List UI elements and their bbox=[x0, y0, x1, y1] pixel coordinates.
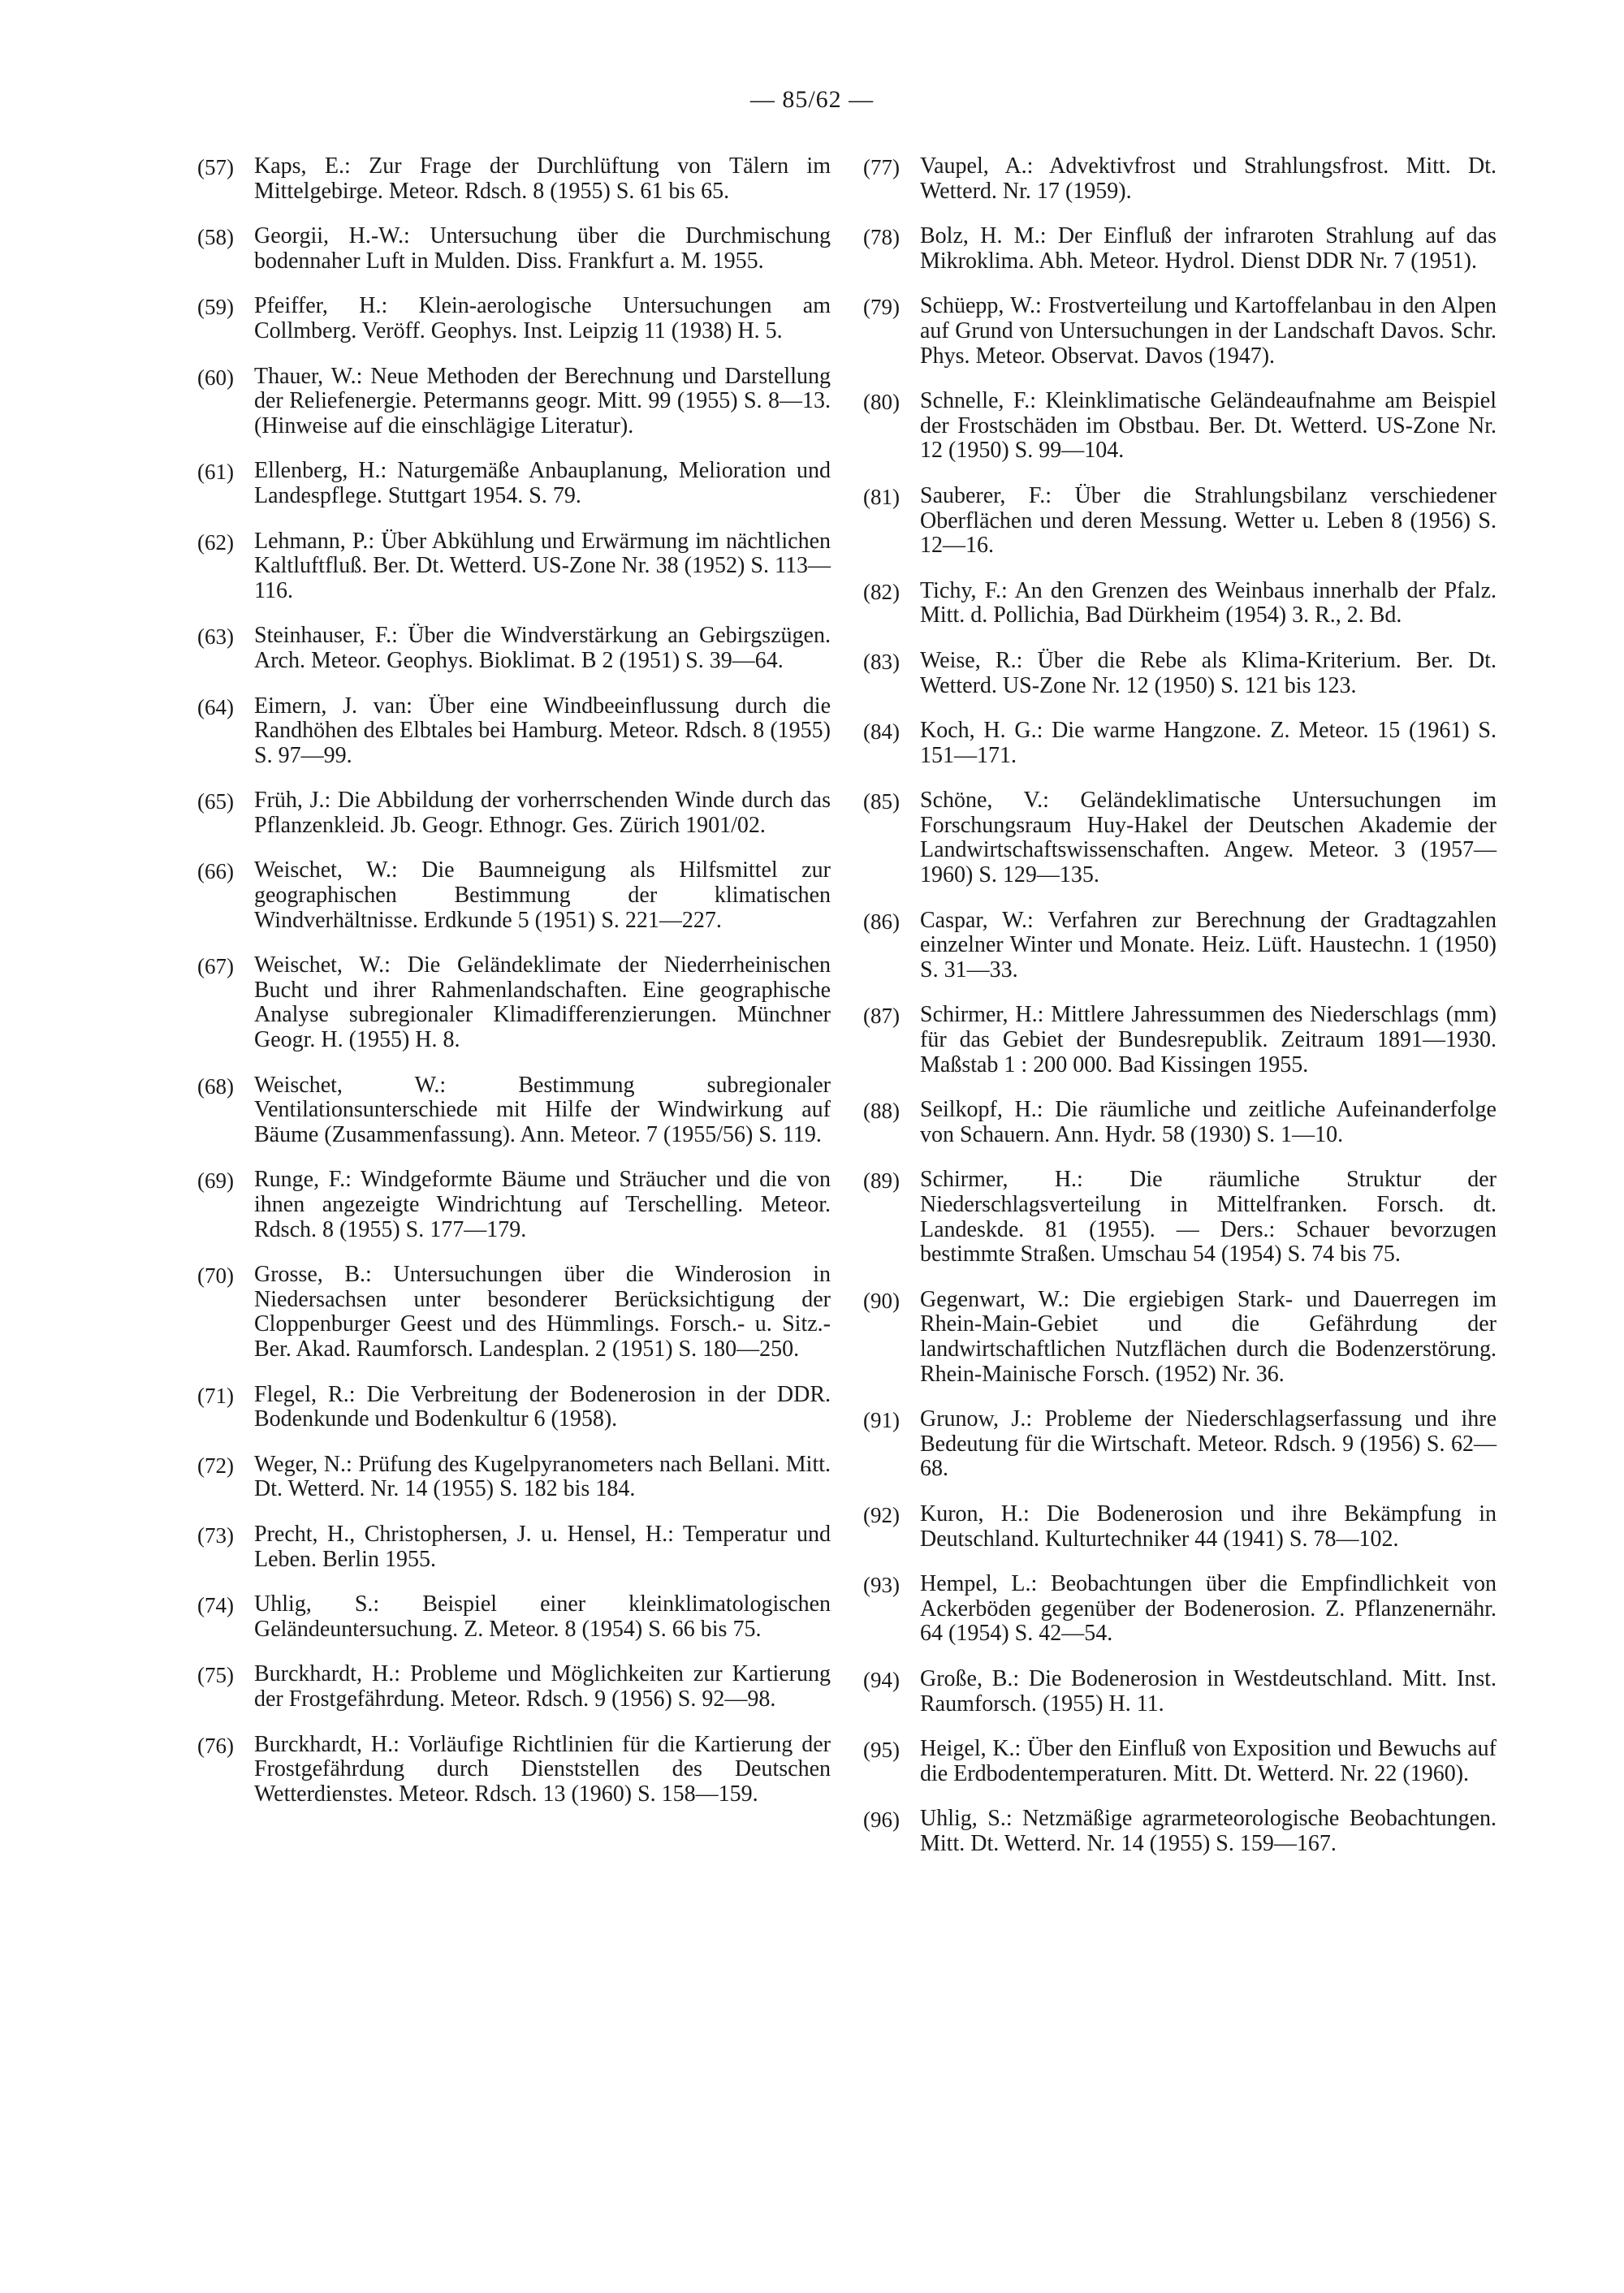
reference-entry bbox=[863, 1667, 1497, 1717]
reference-number: (63) bbox=[197, 624, 234, 650]
reference-text: Caspar, W.: Verfahren zur Berechnung der Gradtagzahlen einzelner Winter und Monate. Heiz. Lüft. Haustechn. 1 (1950) S. 31—33. bbox=[920, 907, 1497, 982]
reference-entry bbox=[197, 1073, 831, 1148]
reference-number: (66) bbox=[197, 859, 234, 884]
reference-text: Sauberer, F.: Über die Strahlungsbilanz verschiedener Oberflächen und deren Messung. Wetter u. Leben 8 (1956) S. 12—16. bbox=[920, 482, 1497, 559]
reference-entry bbox=[863, 719, 1497, 768]
reference-entry bbox=[197, 459, 831, 508]
reference-text: Steinhauser, F.: Über die Windverstärkung an Gebirgszügen. Arch. Meteor. Geophys. Bioklimat. B 2 (1951) S. 39—64. bbox=[254, 623, 831, 673]
reference-text: Koch, H. G.: Die warme Hangzone. Z. Meteor. 15 (1961) S. 151—171. bbox=[920, 718, 1497, 768]
reference-text: Runge, F.: Windgeformte Bäume und Sträucher und die von ihnen angezeigte Windrichtung auf Terschelling. Meteor. Rdsch. 8 (1955) S. 177—179. bbox=[254, 1167, 831, 1242]
reference-text: Eimern, J. van: Über eine Windbeeinflussung durch die Randhöhen des Elbtales bei Hamburg. Meteor. Rdsch. 8 (1955) S. 97—99. bbox=[254, 693, 831, 768]
reference-entry bbox=[863, 1003, 1497, 1077]
reference-entry bbox=[197, 1168, 831, 1242]
reference-entry bbox=[197, 953, 831, 1052]
reference-text: Kaps, E.: Zur Frage der Durchlüftung von Tälern im Mittelgebirge. Meteor. Rdsch. 8 (1955) S. 61 bis 65. bbox=[254, 153, 831, 204]
reference-number: (57) bbox=[197, 155, 234, 179]
reference-number: (74) bbox=[197, 1593, 234, 1618]
reference-entry bbox=[863, 909, 1497, 983]
reference-entry bbox=[863, 1807, 1497, 1856]
reference-number: (77) bbox=[863, 155, 900, 179]
reference-text: Georgii, H.-W.: Untersuchung über die Durchmischung bodennaher Luft in Mulden. Diss. Frankfurt a. M. 1955. bbox=[254, 223, 831, 274]
reference-entry bbox=[197, 365, 831, 439]
reference-entry bbox=[197, 1263, 831, 1362]
reference-number: (89) bbox=[863, 1168, 900, 1194]
reference-number: (75) bbox=[197, 1663, 234, 1688]
reference-text: Burckhardt, H.: Vorläufige Richtlinien für die Kartierung der Frostgefährdung durch Dienststellen des Deutschen Wetterdienstes. Meteor. Rdsch. 13 (1960) S. 158—159. bbox=[254, 1731, 831, 1807]
reference-entry bbox=[863, 1572, 1497, 1647]
reference-text: Schnelle, F.: Kleinklimatische Geländeaufnahme am Beispiel der Frostschäden im Obstbau. Ber. Dt. Wetterd. US-Zone Nr. 12 (1950) S. 99—104. bbox=[920, 388, 1497, 464]
reference-text: Ellenberg, H.: Naturgemäße Anbauplanung, Melioration und Landespflege. Stuttgart 1954. S. 79. bbox=[254, 458, 831, 508]
reference-number: (96) bbox=[863, 1807, 900, 1833]
reference-number: (69) bbox=[197, 1168, 234, 1194]
reference-text: Gegenwart, W.: Die ergiebigen Stark- und Dauerregen im Rhein-Main-Gebiet und die Gefährdung der landwirtschaftlichen Nutzflächen durch die Bodenzerstörung. Rhein-Mainische Forsch. (1952) Nr. 36. bbox=[920, 1286, 1497, 1387]
reference-number: (92) bbox=[863, 1502, 900, 1527]
reference-text: Schüepp, W.: Frostverteilung und Kartoffelanbau in den Alpen auf Grund von Untersuchungen in der Landschaft Davos. Schr. Phys. Meteor. Observat. Davos (1947). bbox=[920, 293, 1497, 369]
reference-text: Weischet, W.: Die Geländeklimate der Niederrheinischen Bucht und ihrer Rahmenlandschaften. Eine geographische Analyse subregionaler Klimadifferenzierungen. Münchner Geogr. H. (1955) H. 8. bbox=[254, 952, 831, 1053]
reference-text: Schirmer, H.: Die räumliche Struktur der Niederschlagsverteilung in Mittelfranken. Forsch. dt. Landeskde. 81 (1955). — Ders.: Schauer bevorzugen bestimmte Straßen. Umschau 54 (1954) S. 74 bis 75. bbox=[920, 1167, 1497, 1267]
reference-entry bbox=[863, 389, 1497, 464]
reference-text: Seilkopf, H.: Die räumliche und zeitliche Aufeinanderfolge von Schauern. Ann. Hydr. 58 (1930) S. 1—10. bbox=[920, 1097, 1497, 1147]
reference-text: Lehmann, P.: Über Abkühlung und Erwärmung im nächtlichen Kaltluftfluß. Ber. Dt. Wetterd. US-Zone Nr. 38 (1952) S. 113—116. bbox=[254, 528, 831, 603]
reference-text: Precht, H., Christophersen, J. u. Hensel, H.: Temperatur und Leben. Berlin 1955. bbox=[254, 1521, 831, 1572]
reference-number: (94) bbox=[863, 1667, 900, 1692]
reference-number: (85) bbox=[863, 789, 900, 814]
reference-number: (80) bbox=[863, 390, 900, 415]
reference-entry bbox=[863, 1737, 1497, 1786]
reference-number: (72) bbox=[197, 1453, 234, 1478]
reference-number: (81) bbox=[863, 484, 900, 509]
reference-entry bbox=[863, 788, 1497, 887]
reference-entry bbox=[197, 788, 831, 838]
reference-entry bbox=[197, 224, 831, 274]
reference-number: (83) bbox=[863, 649, 900, 674]
reference-number: (62) bbox=[197, 529, 234, 555]
reference-number: (68) bbox=[197, 1073, 234, 1099]
reference-entry bbox=[197, 1522, 831, 1572]
reference-entry bbox=[863, 1168, 1497, 1267]
reference-entry bbox=[863, 224, 1497, 274]
reference-number: (84) bbox=[863, 719, 900, 745]
reference-number: (71) bbox=[197, 1383, 234, 1408]
reference-text: Weise, R.: Über die Rebe als Klima-Kriterium. Ber. Dt. Wetterd. US-Zone Nr. 12 (1950) S. 121 bis 123. bbox=[920, 647, 1497, 698]
reference-column-right bbox=[863, 154, 1497, 1876]
reference-number: (86) bbox=[863, 909, 900, 934]
reference-number: (88) bbox=[863, 1099, 900, 1124]
reference-number: (60) bbox=[197, 365, 234, 390]
reference-number: (65) bbox=[197, 789, 234, 814]
reference-text: Schirmer, H.: Mittlere Jahressummen des Niederschlags (mm) für das Gebiet der Bundesrepublik. Zeitraum 1891—1930. Maßstab 1 : 200 000. Bad Kissingen 1955. bbox=[920, 1002, 1497, 1077]
reference-number: (87) bbox=[863, 1004, 900, 1029]
reference-entry bbox=[197, 1733, 831, 1807]
reference-number: (67) bbox=[197, 954, 234, 979]
reference-entry bbox=[197, 1592, 831, 1642]
reference-text: Früh, J.: Die Abbildung der vorherrschenden Winde durch das Pflanzenkleid. Jb. Geogr. Ethnogr. Ges. Zürich 1901/02. bbox=[254, 788, 831, 838]
reference-column-left bbox=[197, 154, 831, 1827]
reference-entry bbox=[863, 579, 1497, 628]
reference-text: Weischet, W.: Bestimmung subregionaler Ventilationsunterschiede mit Hilfe der Windwirkung auf Bäume (Zusammenfassung). Ann. Meteor. 7 (1955/56) S. 119. bbox=[254, 1072, 831, 1147]
reference-number: (76) bbox=[197, 1733, 234, 1758]
reference-entry bbox=[863, 1098, 1497, 1147]
reference-number: (59) bbox=[197, 295, 234, 320]
reference-number: (64) bbox=[197, 694, 234, 719]
reference-text: Weger, N.: Prüfung des Kugelpyranometers nach Bellani. Mitt. Dt. Wetterd. Nr. 14 (1955) S. 182 bis 184. bbox=[254, 1451, 831, 1502]
reference-text: Bolz, H. M.: Der Einfluß der infraroten Strahlung auf das Mikroklima. Abh. Meteor. Hydrol. Dienst DDR Nr. 7 (1951). bbox=[920, 223, 1497, 274]
reference-text: Schöne, V.: Geländeklimatische Untersuchungen im Forschungsraum Huy-Hakel der Deutschen Akademie der Landwirtschaftswissenschaften. Angew. Meteor. 3 (1957—1960) S. 129—135. bbox=[920, 788, 1497, 888]
reference-entry bbox=[863, 1407, 1497, 1482]
reference-number: (73) bbox=[197, 1522, 234, 1548]
reference-entry bbox=[197, 1453, 831, 1502]
reference-number: (78) bbox=[863, 225, 900, 250]
reference-text: Thauer, W.: Neue Methoden der Berechnung und Darstellung der Reliefenergie. Petermanns geogr. Mitt. 99 (1955) S. 8—13. (Hinweise auf die einschlägige Literatur). bbox=[254, 363, 831, 438]
reference-entry bbox=[197, 1383, 831, 1432]
reference-text: Vaupel, A.: Advektivfrost und Strahlungsfrost. Mitt. Dt. Wetterd. Nr. 17 (1959). bbox=[920, 153, 1497, 204]
reference-text: Grosse, B.: Untersuchungen über die Winderosion in Niedersachsen unter besonderer Berücksichtigung der Cloppenburger Geest und des Hümmlings. Forsch.- u. Sitz.-Ber. Akad. Raumforsch. Landesplan. 2 (1951) S. 180—250. bbox=[254, 1262, 831, 1362]
reference-entry bbox=[197, 624, 831, 673]
reference-text: Uhlig, S.: Netzmäßige agrarmeteorologische Beobachtungen. Mitt. Dt. Wetterd. Nr. 14 (1955) S. 159—167. bbox=[920, 1806, 1497, 1856]
reference-number: (79) bbox=[863, 295, 900, 320]
reference-entry bbox=[863, 1288, 1497, 1387]
reference-text: Burckhardt, H.: Probleme und Möglichkeiten zur Kartierung der Frostgefährdung. Meteor. Rdsch. 9 (1956) S. 92—98. bbox=[254, 1661, 831, 1712]
reference-text: Tichy, F.: An den Grenzen des Weinbaus innerhalb der Pfalz. Mitt. d. Pollichia, Bad Dürkheim (1954) 3. R., 2. Bd. bbox=[920, 577, 1497, 628]
reference-number: (93) bbox=[863, 1573, 900, 1598]
reference-entry bbox=[197, 858, 831, 933]
reference-entry bbox=[863, 1502, 1497, 1552]
reference-entry bbox=[197, 1662, 831, 1712]
reference-number: (82) bbox=[863, 579, 900, 604]
reference-number: (95) bbox=[863, 1738, 900, 1763]
reference-entry bbox=[863, 484, 1497, 559]
reference-entry bbox=[197, 154, 831, 204]
reference-text: Große, B.: Die Bodenerosion in Westdeutschland. Mitt. Inst. Raumforsch. (1955) H. 11. bbox=[920, 1665, 1497, 1717]
reference-text: Flegel, R.: Die Verbreitung der Bodenerosion in der DDR. Bodenkunde und Bodenkultur 6 (1958). bbox=[254, 1381, 831, 1432]
reference-number: (91) bbox=[863, 1408, 900, 1433]
reference-entry bbox=[863, 649, 1497, 698]
reference-number: (70) bbox=[197, 1263, 234, 1289]
reference-number: (90) bbox=[863, 1288, 900, 1313]
reference-text: Grunow, J.: Probleme der Niederschlagserfassung und ihre Bedeutung für die Wirtschaft. Meteor. Rdsch. 9 (1956) S. 62—68. bbox=[920, 1406, 1497, 1482]
reference-number: (58) bbox=[197, 225, 234, 250]
reference-entry bbox=[863, 154, 1497, 204]
reference-entry bbox=[197, 294, 831, 343]
reference-text: Kuron, H.: Die Bodenerosion und ihre Bekämpfung in Deutschland. Kulturtechniker 44 (1941) S. 78—102. bbox=[920, 1501, 1497, 1552]
reference-number: (61) bbox=[197, 460, 234, 485]
reference-text: Heigel, K.: Über den Einfluß von Exposition und Bewuchs auf die Erdbodentemperaturen. Mitt. Dt. Wetterd. Nr. 22 (1960). bbox=[920, 1736, 1497, 1786]
reference-text: Pfeiffer, H.: Klein-aerologische Untersuchungen am Collmberg. Veröff. Geophys. Inst. Leipzig 11 (1938) H. 5. bbox=[254, 293, 831, 343]
reference-text: Hempel, L.: Beobachtungen über die Empfindlichkeit von Ackerböden gegenüber der Bodenerosion. Z. Pflanzenernähr. 64 (1954) S. 42—54. bbox=[920, 1571, 1497, 1647]
reference-text: Uhlig, S.: Beispiel einer kleinklimatologischen Geländeuntersuchung. Z. Meteor. 8 (1954) S. 66 bis 75. bbox=[254, 1591, 831, 1642]
reference-entry bbox=[863, 294, 1497, 369]
reference-entry bbox=[197, 694, 831, 769]
reference-entry bbox=[197, 529, 831, 604]
reference-text: Weischet, W.: Die Baumneigung als Hilfsmittel zur geographischen Bestimmung der klimatischen Windverhältnisse. Erdkunde 5 (1951) S. 221—227. bbox=[254, 857, 831, 933]
page-number: — 85/62 — bbox=[749, 86, 875, 113]
